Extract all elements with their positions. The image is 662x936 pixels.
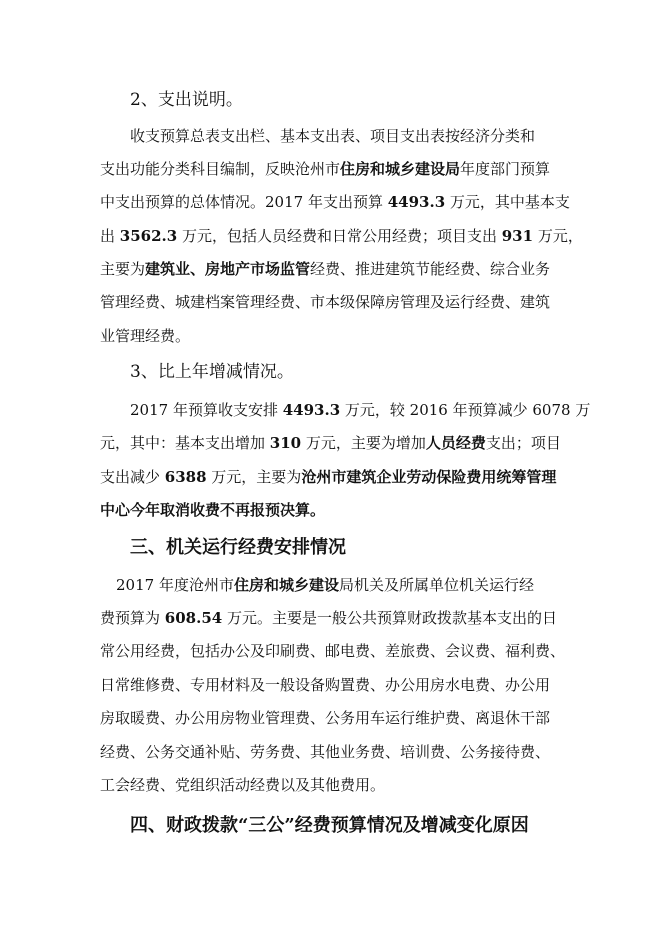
- paragraph-line: 2017 年预算收支安排 4493.3 万元，较 2016 年预算减少 6078 万: [130, 401, 591, 419]
- paragraph-line: 工会经费、党组织活动经费以及其他费用。: [100, 776, 386, 794]
- paragraph-line: 支出减少 6388 万元，主要为沧州市建筑企业劳动保险费用统筹管理: [100, 468, 557, 486]
- subheading-year-over-year: 3、比上年增减情况。: [130, 362, 294, 382]
- paragraph-line: 收支预算总表支出栏、基本支出表、项目支出表按经济分类和: [130, 127, 536, 145]
- section-heading-three-public-expenses: 四、财政拨款“三公”经费预算情况及增减变化原因: [130, 815, 529, 836]
- paragraph-line: 中心今年取消收费不再报预决算。: [100, 501, 326, 519]
- paragraph-line: 费预算为 608.54 万元。主要是一般公共预算财政拨款基本支出的日: [100, 609, 557, 627]
- paragraph-line: 元，其中：基本支出增加 310 万元，主要为增加人员经费支出；项目: [100, 434, 561, 452]
- section-heading-operating-expenses: 三、机关运行经费安排情况: [130, 537, 346, 558]
- paragraph-line: 支出功能分类科目编制，反映沧州市住房和城乡建设局年度部门预算: [100, 160, 551, 178]
- paragraph-line: 常公用经费，包括办公及印刷费、邮电费、差旅费、会议费、福利费、: [100, 642, 566, 660]
- paragraph-line: 中支出预算的总体情况。2017 年支出预算 4493.3 万元，其中基本支: [100, 193, 570, 211]
- paragraph-line: 出 3562.3 万元，包括人员经费和日常公用经费；项目支出 931 万元，: [100, 227, 583, 245]
- paragraph-line: 管理经费、城建档案管理经费、市本级保障房管理及运行经费、建筑: [100, 293, 551, 311]
- paragraph-line: 经费、公务交通补贴、劳务费、其他业务费、培训费、公务接待费、: [100, 743, 551, 761]
- paragraph-line: 房取暖费、办公用房物业管理费、公务用车运行维护费、离退休干部: [100, 709, 551, 727]
- paragraph-line: 业管理经费。: [100, 327, 191, 345]
- paragraph-line: 主要为建筑业、房地产市场监管经费、推进建筑节能经费、综合业务: [100, 260, 551, 278]
- paragraph-line: 日常维修费、专用材料及一般设备购置费、办公用房水电费、办公用: [100, 676, 551, 694]
- paragraph-line: 2017 年度沧州市住房和城乡建设局机关及所属单位机关运行经: [116, 576, 534, 594]
- subheading-expenditure-explanation: 2、支出说明。: [130, 90, 243, 110]
